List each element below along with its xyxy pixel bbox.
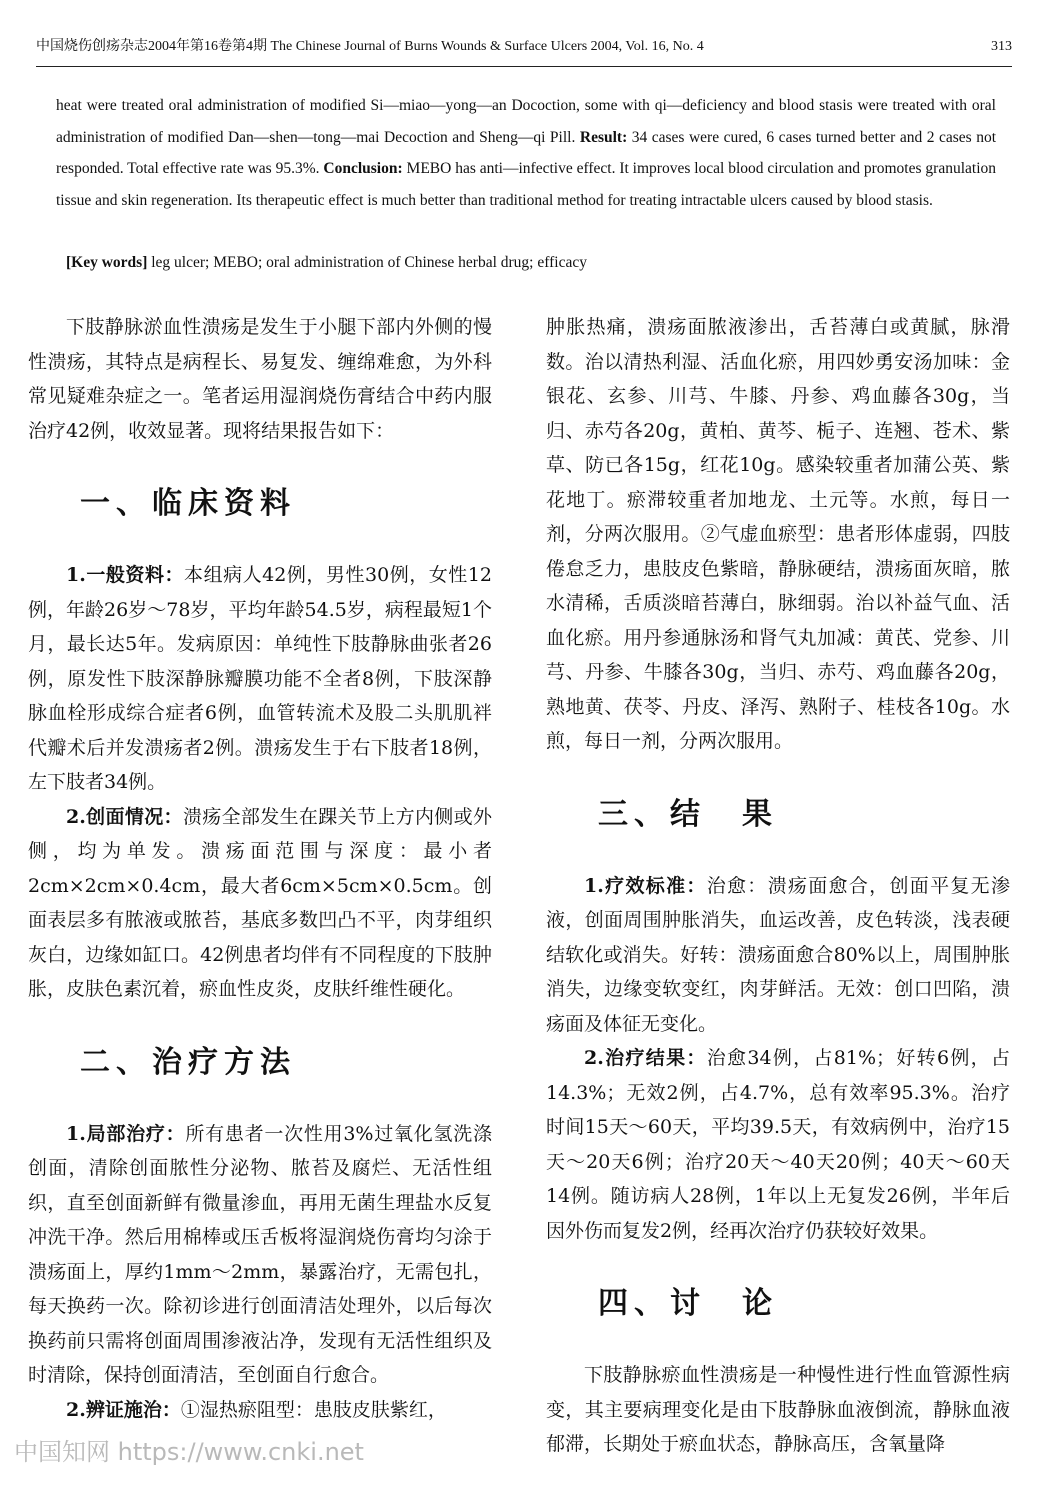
paragraph-label: 2.辨证施治：: [66, 1398, 181, 1421]
paragraph-local-treatment: [28, 1117, 492, 1393]
paragraph-label: 1.疗效标准：: [584, 874, 707, 897]
section-heading-results: 三、结 果: [598, 796, 778, 832]
abstract-result-text: 34 cases were cured, 6 cases turned better and 2 cases not responded. Total effective rate was 95.3%.: [56, 128, 996, 177]
paragraph-syndrome-treatment-cont: 肿胀热痛，溃疡面脓液渗出，舌苔薄白或黄腻，脉滑数。治以清热利湿、活血化瘀，用四妙勇安汤加味：金银花、玄参、川芎、牛膝、丹参、鸡血藤各30g，当归、赤芍各20g，黄柏、黄芩、栀子、连翘、苍术、紫草、防已各15g，红花10g。感染较重者加蒲公英、紫花地丁。瘀滞较重者加地龙、土元等。水煎，每日一剂，分两次服用。②气虚血瘀型：患者形体虚弱，四肢倦怠乏力，患肢皮色紫暗，静脉硬结，溃疡面灰暗，脓水清稀，舌质淡暗苔薄白，脉细弱。治以补益气血、活血化瘀。用丹参通脉汤和肾气丸加减：黄芪、党参、川芎、丹参、牛膝各30g，当归、赤芍、鸡血藤各20g，熟地黄、茯苓、丹皮、泽泻、熟附子、桂枝各10g。水煎，每日一剂，分两次服用。: [546, 316, 1010, 752]
abstract-conclusion-text: MEBO has anti—infective effect. It improves local blood circulation and promotes granulation tissue and skin regeneration. Its therapeutic effect is much better than traditional method for treating intractable ulcers caused by blood stasis.: [56, 160, 996, 209]
right-column: [546, 310, 1010, 1462]
section-heading-discussion: 四、讨 论: [598, 1286, 778, 1321]
keywords-text: leg ulcer; MEBO; oral administration of Chinese herbal drug; efficacy: [151, 254, 587, 271]
paragraph-label: 1.一般资料：: [66, 564, 185, 586]
paragraph-text: 所有患者一次性用3%过氧化氢洗涤创面，清除创面脓性分泌物、脓苔及腐烂、无活性组织，直至创面新鲜有微量渗血，再用无菌生理盐水反复冲洗干净。然后用棉棒或压舌板将湿润烧伤膏均匀涂于溃疡面上，厚约1mm～2mm，暴露治疗，无需包扎，每天换药一次。除初诊进行创面清洁处理外，以后每次换药前只需将创面周围渗液沾净，发现有无活性组织及时清除，保持创面清洁，至创面自行愈合。: [28, 1122, 492, 1386]
journal-line: 中国烧伤创疡杂志2004年第16卷第4期 The Chinese Journal of Burns Wounds & Surface Ulcers 2004, Vol. 16, No. 4: [36, 39, 704, 54]
paragraph-efficacy-criteria: [546, 869, 1010, 1042]
abstract-conclusion-label: Conclusion:: [323, 160, 403, 177]
paragraph-wound-condition: [28, 800, 492, 1007]
abstract-methods-text: heat were treated oral administration of modified Si—miao—yong—an Docoction, some with qi—deficiency and blood stasis were treated with oral administration of modified Dan—shen—tong—mai Decoction and Sheng—qi Pill.: [56, 97, 996, 146]
cnki-watermark: 中国知网 https://www.cnki.net: [14, 1438, 364, 1466]
paragraph-label: 2.治疗结果：: [584, 1047, 707, 1069]
page-number: 313: [991, 39, 1012, 54]
paragraph-text: 治愈：溃疡面愈合，创面平复无渗液，创面周围肿胀消失，血运改善，皮色转淡，浅表硬结软化或消失。好转：溃疡面愈合80%以上，周围肿胀消失，边缘变软变红，肉芽鲜活。无效：创口凹陷，溃疡面及体征无变化。: [546, 874, 1010, 1035]
paragraph-text: 本组病人42例，男性30例，女性12例，年龄26岁～78岁，平均年龄54.5岁，病程最短1个月，最长达5年。发病原因：单纯性下肢静脉曲张者26例，原发性下肢深静脉瓣膜功能不全者8例，下肢深静脉血栓形成综合症者6例，血管转流术及股二头肌肌袢代瓣术后并发溃疡者2例。溃疡发生于右下肢者18例，左下肢者34例。: [28, 564, 492, 793]
paragraph-text: ①湿热瘀阻型：患肢皮肤紫红，: [180, 1398, 447, 1421]
section-heading-treatment: 二、治疗方法: [80, 1044, 296, 1080]
paragraph-label: 1.局部治疗：: [66, 1122, 186, 1145]
intro-paragraph: 下肢静脉淤血性溃疡是发生于小腿下部内外侧的慢性溃疡，其特点是病程长、易复发、缠绵难愈，为外科常见疑难杂症之一。笔者运用湿润烧伤膏结合中药内服治疗42例，收效显著。现将结果报告如下：: [28, 316, 492, 442]
paragraph-general-data: [28, 558, 492, 800]
paragraph-syndrome-treatment-start: [28, 1393, 492, 1428]
paragraph-treatment-results: [546, 1041, 1010, 1248]
left-column: [28, 310, 492, 1427]
paragraph-discussion: 下肢静脉瘀血性溃疡是一种慢性进行性血管源性病变，其主要病理变化是由下肢静脉血液倒流，静脉血液郁滞，长期处于瘀血状态，静脉高压，含氧量降: [546, 1364, 1010, 1455]
paragraph-text: 溃疡全部发生在踝关节上方内侧或外侧，均为单发。溃疡面范围与深度：最小者2cm×2cm×0.4cm，最大者6cm×5cm×0.5cm。创面表层多有脓液或脓苔，基底多数凹凸不平，肉芽组织灰白，边缘如缸口。42例患者均伴有不同程度的下肢肿胀，皮肤色素沉着，瘀血性皮炎，皮肤纤维性硬化。: [28, 805, 492, 1000]
english-abstract: [56, 90, 996, 216]
running-header: [36, 36, 1012, 67]
abstract-result-label: Result:: [579, 128, 628, 146]
paragraph-text: 治愈34例，占81%；好转6例，占14.3%；无效2例，占4.7%，总有效率95.3%。治疗时间15天～60天，平均39.5天，有效病例中，治疗15天～20天6例；治疗20天～40天20例；40天～60天14例。随访病人28例，1年以上无复发26例，半年后因外伤而复发2例，经再次治疗仍获较好效果。: [546, 1047, 1011, 1242]
keywords: [66, 250, 996, 276]
keywords-label: [Key words]: [66, 254, 148, 271]
paragraph-label: 2.创面情况：: [66, 805, 183, 828]
section-heading-clinical-data: 一、临床资料: [80, 486, 296, 521]
